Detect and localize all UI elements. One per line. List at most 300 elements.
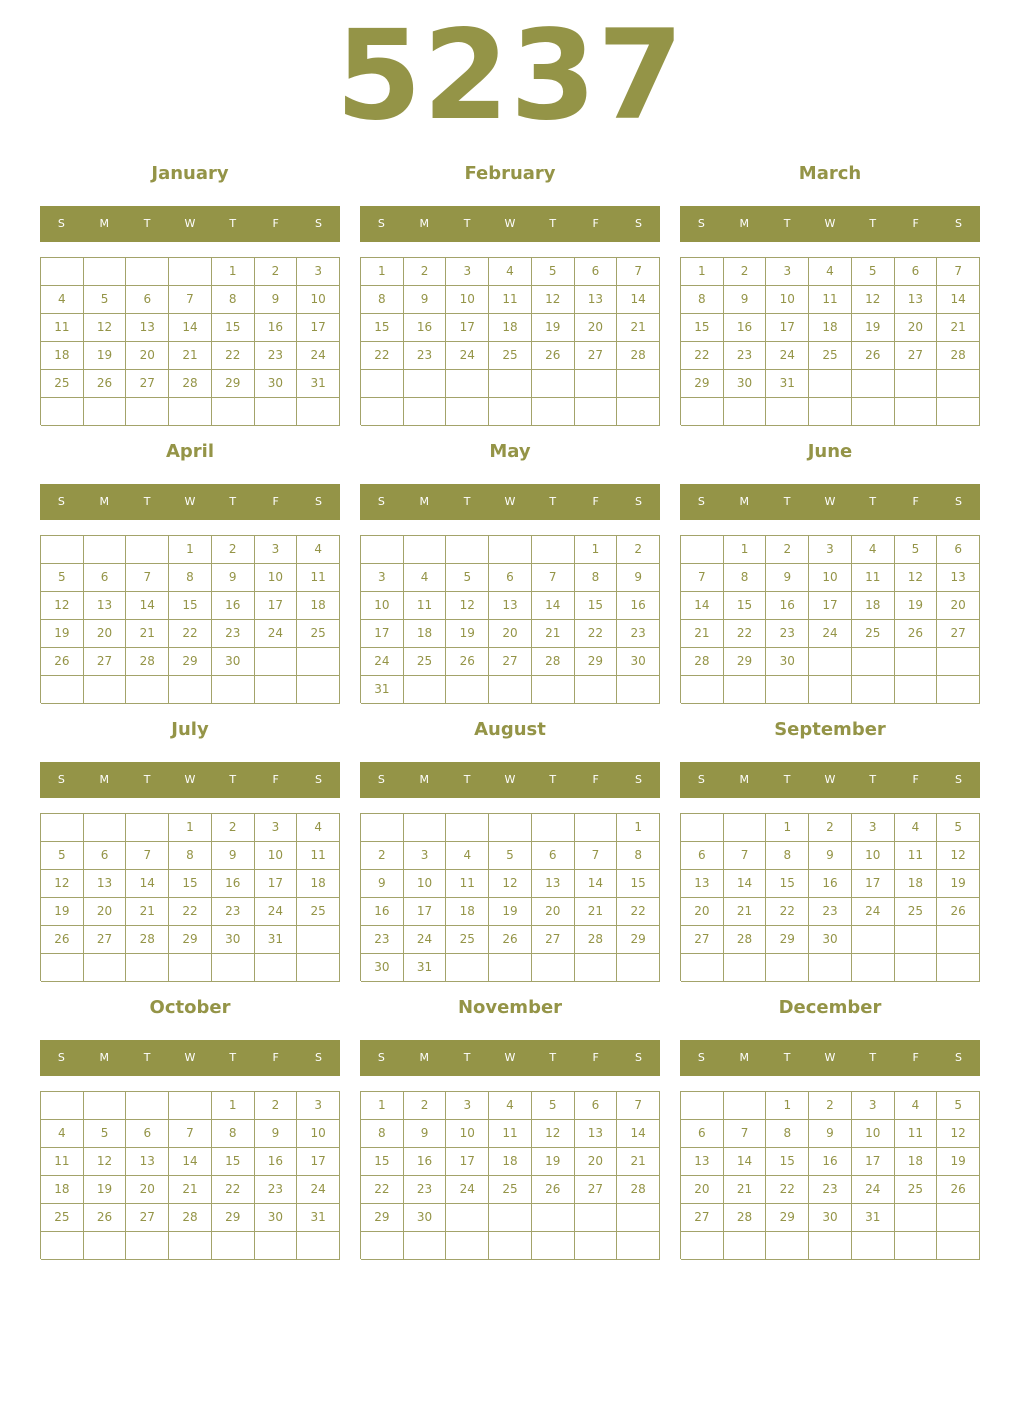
day-cell: 23 bbox=[766, 620, 809, 648]
day-cell: 2 bbox=[361, 842, 404, 870]
empty-day-cell bbox=[126, 536, 169, 564]
weekday-header bbox=[360, 1040, 660, 1076]
day-cell: 22 bbox=[361, 1176, 404, 1204]
weekday-label: F bbox=[272, 773, 279, 786]
empty-day-cell bbox=[724, 814, 767, 842]
day-cell: 3 bbox=[361, 564, 404, 592]
empty-day-cell bbox=[809, 648, 852, 676]
day-cell: 21 bbox=[575, 898, 618, 926]
day-cell: 18 bbox=[489, 314, 532, 342]
day-cell: 18 bbox=[404, 620, 447, 648]
month-february bbox=[360, 162, 660, 426]
empty-day-cell bbox=[169, 258, 212, 286]
empty-day-cell bbox=[895, 398, 938, 426]
day-cell: 26 bbox=[84, 370, 127, 398]
day-cell: 3 bbox=[404, 842, 447, 870]
empty-day-cell bbox=[169, 1092, 212, 1120]
weekday-header bbox=[360, 484, 660, 520]
empty-day-cell bbox=[404, 814, 447, 842]
day-cell: 14 bbox=[617, 286, 660, 314]
empty-day-cell bbox=[126, 814, 169, 842]
empty-day-cell bbox=[895, 954, 938, 982]
day-cell: 1 bbox=[361, 258, 404, 286]
empty-day-cell bbox=[617, 954, 660, 982]
day-cell: 12 bbox=[446, 592, 489, 620]
day-cell: 17 bbox=[809, 592, 852, 620]
day-cell: 5 bbox=[532, 258, 575, 286]
day-cell: 21 bbox=[169, 1176, 212, 1204]
day-cell: 11 bbox=[41, 314, 84, 342]
day-cell: 3 bbox=[446, 258, 489, 286]
empty-day-cell bbox=[532, 536, 575, 564]
day-cell: 27 bbox=[84, 648, 127, 676]
empty-day-cell bbox=[681, 536, 724, 564]
day-cell: 25 bbox=[809, 342, 852, 370]
day-cell: 24 bbox=[446, 342, 489, 370]
empty-day-cell bbox=[361, 398, 404, 426]
empty-day-cell bbox=[126, 258, 169, 286]
empty-day-cell bbox=[681, 1092, 724, 1120]
empty-day-cell bbox=[489, 1204, 532, 1232]
day-cell: 7 bbox=[126, 842, 169, 870]
day-cell: 18 bbox=[809, 314, 852, 342]
day-cell: 25 bbox=[895, 1176, 938, 1204]
day-grid bbox=[680, 813, 980, 981]
day-cell: 16 bbox=[212, 592, 255, 620]
weekday-label: W bbox=[824, 495, 836, 508]
weekday-label: T bbox=[143, 773, 151, 786]
empty-day-cell bbox=[766, 1232, 809, 1260]
day-cell: 21 bbox=[617, 314, 660, 342]
day-cell: 7 bbox=[532, 564, 575, 592]
day-grid bbox=[360, 535, 660, 703]
month-name: May bbox=[489, 441, 531, 462]
day-cell: 21 bbox=[724, 1176, 767, 1204]
day-cell: 4 bbox=[404, 564, 447, 592]
weekday-header bbox=[360, 762, 660, 798]
day-cell: 10 bbox=[446, 286, 489, 314]
weekday-label: T bbox=[229, 1051, 237, 1064]
day-cell: 29 bbox=[724, 648, 767, 676]
weekday-label: F bbox=[912, 217, 919, 230]
day-cell: 25 bbox=[297, 898, 340, 926]
day-cell: 10 bbox=[852, 842, 895, 870]
day-cell: 5 bbox=[84, 286, 127, 314]
day-cell: 5 bbox=[937, 1092, 980, 1120]
empty-day-cell bbox=[489, 676, 532, 704]
empty-day-cell bbox=[895, 926, 938, 954]
day-cell: 30 bbox=[255, 1204, 298, 1232]
day-cell: 8 bbox=[766, 842, 809, 870]
day-cell: 28 bbox=[532, 648, 575, 676]
day-cell: 1 bbox=[617, 814, 660, 842]
day-cell: 29 bbox=[212, 1204, 255, 1232]
day-cell: 19 bbox=[489, 898, 532, 926]
day-cell: 16 bbox=[404, 314, 447, 342]
day-cell: 21 bbox=[169, 342, 212, 370]
day-cell: 30 bbox=[809, 1204, 852, 1232]
day-cell: 16 bbox=[361, 898, 404, 926]
empty-day-cell bbox=[681, 676, 724, 704]
day-cell: 23 bbox=[255, 342, 298, 370]
day-grid bbox=[360, 813, 660, 981]
day-cell: 19 bbox=[532, 314, 575, 342]
day-cell: 15 bbox=[169, 870, 212, 898]
day-cell: 29 bbox=[766, 926, 809, 954]
day-cell: 5 bbox=[852, 258, 895, 286]
weekday-label: W bbox=[824, 1051, 836, 1064]
day-cell: 13 bbox=[84, 870, 127, 898]
empty-day-cell bbox=[681, 398, 724, 426]
day-cell: 7 bbox=[724, 1120, 767, 1148]
day-cell: 16 bbox=[212, 870, 255, 898]
day-cell: 23 bbox=[255, 1176, 298, 1204]
day-cell: 4 bbox=[41, 1120, 84, 1148]
day-grid bbox=[360, 257, 660, 425]
weekday-label: W bbox=[184, 1051, 196, 1064]
day-cell: 18 bbox=[852, 592, 895, 620]
day-cell: 25 bbox=[297, 620, 340, 648]
month-name: June bbox=[807, 441, 853, 462]
empty-day-cell bbox=[532, 1204, 575, 1232]
day-cell: 2 bbox=[212, 814, 255, 842]
month-october bbox=[40, 996, 340, 1260]
day-cell: 24 bbox=[361, 648, 404, 676]
empty-day-cell bbox=[489, 814, 532, 842]
day-cell: 1 bbox=[766, 814, 809, 842]
weekday-label: S bbox=[377, 1051, 385, 1064]
empty-day-cell bbox=[41, 954, 84, 982]
weekday-label: T bbox=[463, 495, 471, 508]
day-cell: 24 bbox=[297, 1176, 340, 1204]
day-cell: 12 bbox=[41, 870, 84, 898]
day-cell: 5 bbox=[41, 564, 84, 592]
day-cell: 17 bbox=[404, 898, 447, 926]
day-cell: 17 bbox=[297, 314, 340, 342]
day-cell: 24 bbox=[255, 620, 298, 648]
weekday-label: W bbox=[824, 217, 836, 230]
day-cell: 2 bbox=[404, 1092, 447, 1120]
day-cell: 2 bbox=[617, 536, 660, 564]
weekday-label: T bbox=[869, 217, 877, 230]
weekday-label: W bbox=[184, 773, 196, 786]
month-june bbox=[680, 440, 980, 704]
day-cell: 22 bbox=[169, 620, 212, 648]
weekday-label: M bbox=[419, 773, 430, 786]
day-cell: 4 bbox=[446, 842, 489, 870]
day-cell: 25 bbox=[852, 620, 895, 648]
day-cell: 13 bbox=[126, 314, 169, 342]
empty-day-cell bbox=[895, 676, 938, 704]
day-cell: 2 bbox=[404, 258, 447, 286]
day-cell: 26 bbox=[852, 342, 895, 370]
day-cell: 28 bbox=[169, 370, 212, 398]
empty-day-cell bbox=[937, 1232, 980, 1260]
day-cell: 4 bbox=[41, 286, 84, 314]
empty-day-cell bbox=[446, 676, 489, 704]
empty-day-cell bbox=[361, 814, 404, 842]
day-cell: 12 bbox=[41, 592, 84, 620]
day-cell: 12 bbox=[84, 1148, 127, 1176]
month-march bbox=[680, 162, 980, 426]
empty-day-cell bbox=[404, 398, 447, 426]
day-grid bbox=[680, 1091, 980, 1259]
empty-day-cell bbox=[41, 536, 84, 564]
empty-day-cell bbox=[532, 398, 575, 426]
empty-day-cell bbox=[766, 398, 809, 426]
weekday-label: T bbox=[143, 1051, 151, 1064]
day-cell: 17 bbox=[852, 1148, 895, 1176]
day-cell: 26 bbox=[937, 898, 980, 926]
day-cell: 19 bbox=[895, 592, 938, 620]
day-cell: 28 bbox=[126, 926, 169, 954]
day-cell: 1 bbox=[169, 536, 212, 564]
day-cell: 28 bbox=[575, 926, 618, 954]
day-cell: 21 bbox=[937, 314, 980, 342]
day-cell: 31 bbox=[766, 370, 809, 398]
day-cell: 13 bbox=[532, 870, 575, 898]
day-cell: 20 bbox=[575, 314, 618, 342]
day-cell: 20 bbox=[84, 898, 127, 926]
day-cell: 6 bbox=[84, 842, 127, 870]
day-grid bbox=[40, 257, 340, 425]
day-cell: 18 bbox=[895, 870, 938, 898]
day-cell: 24 bbox=[852, 898, 895, 926]
day-cell: 3 bbox=[255, 536, 298, 564]
day-cell: 25 bbox=[404, 648, 447, 676]
weekday-label: W bbox=[504, 217, 516, 230]
day-cell: 29 bbox=[681, 370, 724, 398]
day-cell: 26 bbox=[937, 1176, 980, 1204]
empty-day-cell bbox=[809, 398, 852, 426]
empty-day-cell bbox=[575, 370, 618, 398]
weekday-label: M bbox=[739, 217, 750, 230]
empty-day-cell bbox=[895, 370, 938, 398]
month-name: March bbox=[798, 163, 862, 184]
day-cell: 1 bbox=[681, 258, 724, 286]
day-cell: 15 bbox=[361, 314, 404, 342]
empty-day-cell bbox=[297, 954, 340, 982]
day-cell: 5 bbox=[84, 1120, 127, 1148]
empty-day-cell bbox=[404, 676, 447, 704]
empty-day-cell bbox=[575, 1204, 618, 1232]
month-name: February bbox=[464, 163, 556, 184]
month-september bbox=[680, 718, 980, 982]
day-cell: 26 bbox=[84, 1204, 127, 1232]
day-cell: 8 bbox=[575, 564, 618, 592]
empty-day-cell bbox=[446, 814, 489, 842]
day-cell: 28 bbox=[724, 1204, 767, 1232]
empty-day-cell bbox=[126, 1232, 169, 1260]
day-cell: 22 bbox=[169, 898, 212, 926]
day-cell: 14 bbox=[937, 286, 980, 314]
day-cell: 16 bbox=[724, 314, 767, 342]
empty-day-cell bbox=[404, 370, 447, 398]
empty-day-cell bbox=[84, 536, 127, 564]
empty-day-cell bbox=[532, 370, 575, 398]
day-cell: 12 bbox=[852, 286, 895, 314]
weekday-label: T bbox=[463, 217, 471, 230]
empty-day-cell bbox=[937, 926, 980, 954]
day-cell: 24 bbox=[809, 620, 852, 648]
day-cell: 6 bbox=[84, 564, 127, 592]
day-cell: 10 bbox=[809, 564, 852, 592]
weekday-label: F bbox=[592, 217, 599, 230]
day-cell: 10 bbox=[297, 286, 340, 314]
day-cell: 17 bbox=[446, 1148, 489, 1176]
weekday-label: F bbox=[592, 773, 599, 786]
empty-day-cell bbox=[84, 676, 127, 704]
empty-day-cell bbox=[766, 676, 809, 704]
day-cell: 3 bbox=[852, 814, 895, 842]
empty-day-cell bbox=[895, 648, 938, 676]
weekday-label: S bbox=[954, 217, 962, 230]
weekday-label: T bbox=[229, 217, 237, 230]
day-cell: 15 bbox=[766, 870, 809, 898]
day-cell: 28 bbox=[126, 648, 169, 676]
day-cell: 26 bbox=[895, 620, 938, 648]
day-cell: 27 bbox=[895, 342, 938, 370]
empty-day-cell bbox=[446, 1204, 489, 1232]
day-cell: 22 bbox=[361, 342, 404, 370]
day-cell: 12 bbox=[532, 1120, 575, 1148]
day-cell: 22 bbox=[766, 1176, 809, 1204]
day-cell: 28 bbox=[937, 342, 980, 370]
day-cell: 11 bbox=[895, 1120, 938, 1148]
day-cell: 5 bbox=[895, 536, 938, 564]
empty-day-cell bbox=[724, 954, 767, 982]
day-cell: 21 bbox=[724, 898, 767, 926]
month-name: August bbox=[474, 719, 546, 740]
day-cell: 9 bbox=[809, 1120, 852, 1148]
weekday-header bbox=[40, 206, 340, 242]
weekday-label: T bbox=[549, 773, 557, 786]
month-name: April bbox=[165, 441, 215, 462]
day-cell: 22 bbox=[766, 898, 809, 926]
day-grid bbox=[40, 535, 340, 703]
day-cell: 27 bbox=[937, 620, 980, 648]
day-cell: 19 bbox=[84, 342, 127, 370]
day-cell: 13 bbox=[126, 1148, 169, 1176]
empty-day-cell bbox=[297, 398, 340, 426]
day-cell: 3 bbox=[446, 1092, 489, 1120]
weekday-header bbox=[680, 1040, 980, 1076]
empty-day-cell bbox=[489, 536, 532, 564]
empty-day-cell bbox=[446, 370, 489, 398]
weekday-label: F bbox=[592, 495, 599, 508]
day-cell: 8 bbox=[617, 842, 660, 870]
weekday-label: T bbox=[549, 1051, 557, 1064]
weekday-label: S bbox=[57, 773, 65, 786]
day-cell: 31 bbox=[297, 370, 340, 398]
day-cell: 7 bbox=[169, 1120, 212, 1148]
day-cell: 13 bbox=[84, 592, 127, 620]
day-cell: 7 bbox=[169, 286, 212, 314]
month-name: September bbox=[774, 719, 886, 740]
day-cell: 6 bbox=[895, 258, 938, 286]
day-cell: 4 bbox=[895, 1092, 938, 1120]
day-cell: 17 bbox=[852, 870, 895, 898]
day-cell: 27 bbox=[532, 926, 575, 954]
day-cell: 30 bbox=[724, 370, 767, 398]
day-cell: 15 bbox=[724, 592, 767, 620]
weekday-label: S bbox=[697, 773, 705, 786]
empty-day-cell bbox=[617, 398, 660, 426]
weekday-label: W bbox=[504, 773, 516, 786]
day-cell: 12 bbox=[895, 564, 938, 592]
day-cell: 11 bbox=[404, 592, 447, 620]
weekday-label: M bbox=[419, 1051, 430, 1064]
day-cell: 13 bbox=[937, 564, 980, 592]
day-cell: 20 bbox=[532, 898, 575, 926]
weekday-label: S bbox=[697, 1051, 705, 1064]
empty-day-cell bbox=[212, 676, 255, 704]
day-cell: 17 bbox=[255, 870, 298, 898]
weekday-label: M bbox=[99, 1051, 110, 1064]
day-cell: 30 bbox=[255, 370, 298, 398]
day-cell: 11 bbox=[489, 286, 532, 314]
day-cell: 7 bbox=[681, 564, 724, 592]
month-december bbox=[680, 996, 980, 1260]
day-cell: 17 bbox=[297, 1148, 340, 1176]
empty-day-cell bbox=[937, 1204, 980, 1232]
weekday-label: F bbox=[912, 1051, 919, 1064]
month-july bbox=[40, 718, 340, 982]
weekday-label: F bbox=[272, 217, 279, 230]
day-cell: 24 bbox=[852, 1176, 895, 1204]
weekday-label: T bbox=[869, 495, 877, 508]
day-cell: 18 bbox=[41, 342, 84, 370]
day-cell: 31 bbox=[852, 1204, 895, 1232]
day-cell: 14 bbox=[575, 870, 618, 898]
day-cell: 1 bbox=[724, 536, 767, 564]
day-cell: 31 bbox=[255, 926, 298, 954]
day-cell: 10 bbox=[404, 870, 447, 898]
day-cell: 9 bbox=[255, 1120, 298, 1148]
day-cell: 20 bbox=[489, 620, 532, 648]
empty-day-cell bbox=[895, 1204, 938, 1232]
day-cell: 2 bbox=[809, 1092, 852, 1120]
weekday-label: M bbox=[99, 495, 110, 508]
day-cell: 30 bbox=[404, 1204, 447, 1232]
day-cell: 23 bbox=[617, 620, 660, 648]
day-cell: 28 bbox=[169, 1204, 212, 1232]
day-cell: 30 bbox=[212, 648, 255, 676]
day-cell: 9 bbox=[404, 286, 447, 314]
day-cell: 27 bbox=[84, 926, 127, 954]
day-cell: 19 bbox=[532, 1148, 575, 1176]
day-cell: 27 bbox=[126, 1204, 169, 1232]
weekday-label: T bbox=[783, 773, 791, 786]
day-cell: 3 bbox=[297, 258, 340, 286]
weekday-label: S bbox=[634, 217, 642, 230]
day-cell: 3 bbox=[297, 1092, 340, 1120]
day-cell: 22 bbox=[724, 620, 767, 648]
empty-day-cell bbox=[852, 954, 895, 982]
day-cell: 3 bbox=[852, 1092, 895, 1120]
day-cell: 16 bbox=[255, 314, 298, 342]
day-cell: 24 bbox=[255, 898, 298, 926]
weekday-label: M bbox=[739, 1051, 750, 1064]
day-cell: 2 bbox=[255, 258, 298, 286]
day-cell: 20 bbox=[681, 898, 724, 926]
empty-day-cell bbox=[852, 926, 895, 954]
day-cell: 1 bbox=[212, 1092, 255, 1120]
day-cell: 9 bbox=[404, 1120, 447, 1148]
day-cell: 16 bbox=[809, 870, 852, 898]
empty-day-cell bbox=[575, 398, 618, 426]
empty-day-cell bbox=[575, 814, 618, 842]
